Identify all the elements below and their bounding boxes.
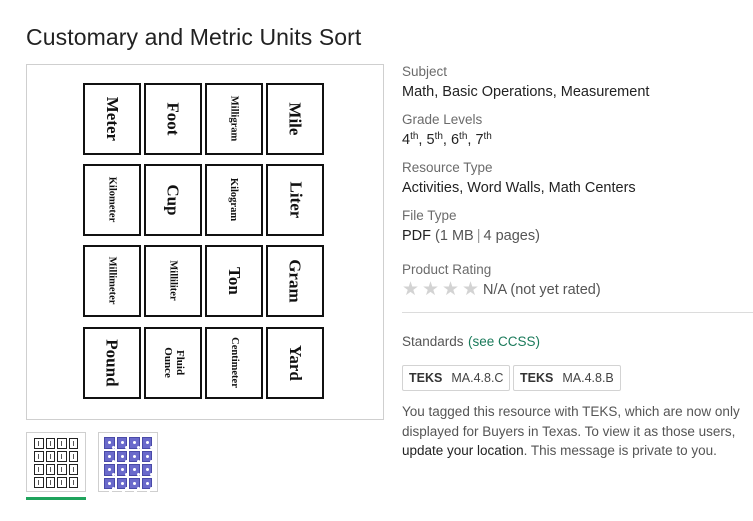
product-rating-label: Product Rating [402, 262, 492, 277]
section-divider [402, 312, 753, 313]
unit-card-label: Kilometer [106, 177, 118, 223]
unit-cards-grid [83, 83, 327, 401]
unit-card [266, 164, 324, 236]
grade-level: 5th [426, 131, 443, 148]
grade-level: 4th [402, 131, 419, 148]
thumbnail-2[interactable] [98, 432, 158, 492]
grade-levels-label: Grade Levels [402, 112, 483, 127]
file-size: 1 MB [439, 228, 474, 244]
file-type-section [402, 208, 540, 246]
file-type-label: File Type [402, 208, 457, 223]
thumbnail-1[interactable] [26, 432, 86, 492]
rating-value: N/A (not yet rated) [483, 281, 601, 298]
unit-card [144, 327, 202, 399]
unit-card [83, 327, 141, 399]
notice-tail: . This message is private to you. [523, 443, 717, 458]
standard-code: MA.4.8.C [451, 371, 504, 385]
resource-type-label: Resource Type [402, 160, 493, 175]
unit-card-label: Ton [224, 267, 244, 295]
standard-code: MA.4.8.B [562, 371, 614, 385]
thumbnail-2-preview [104, 437, 152, 489]
standard-key: TEKS [520, 371, 554, 385]
unit-card [266, 245, 324, 317]
unit-card-label: Centimeter [228, 337, 240, 389]
file-pages: 4 pages [483, 228, 536, 244]
unit-card [144, 83, 202, 155]
subject-section [402, 64, 649, 102]
unit-card [83, 83, 141, 155]
subject-label: Subject [402, 64, 448, 79]
standards-section [402, 332, 540, 352]
unit-card-label: Cup [163, 184, 183, 216]
unit-card [205, 327, 263, 399]
grade-levels-section [402, 112, 492, 150]
grade-levels-value: 4th, 5th, 6th, 7th [402, 131, 492, 148]
unit-card [205, 164, 263, 236]
star-icon: ★ [422, 279, 440, 301]
page-title: Customary and Metric Units Sort [26, 24, 362, 50]
unit-card-label: Fluid Ounce [162, 347, 186, 379]
unit-card-label: Foot [163, 102, 183, 136]
unit-card [205, 83, 263, 155]
unit-card [83, 164, 141, 236]
resource-type-value: Activities, Word Walls, Math Centers [402, 180, 636, 196]
grade-level: 7th [475, 131, 492, 148]
thumbnail-1-preview [34, 438, 78, 488]
unit-card-label: Milligram [228, 96, 240, 142]
star-icon: ★ [442, 279, 460, 301]
unit-card [144, 164, 202, 236]
see-ccss-link[interactable]: (see CCSS) [468, 334, 541, 349]
resource-type-section [402, 160, 636, 198]
product-preview-image[interactable] [26, 64, 384, 420]
product-rating-section [402, 262, 601, 299]
grade-level: 6th [450, 131, 468, 148]
teks-notice [402, 402, 753, 461]
unit-card-label: Kilogram [228, 178, 240, 222]
notice-text: You tagged this resource with TEKS, which are now only displayed for Buyers in Texas. To view it as those users, [402, 404, 740, 439]
update-location-link[interactable]: update your location [402, 443, 524, 458]
unit-card [205, 245, 263, 317]
unit-card-label: Liter [285, 181, 305, 219]
standard-tag-teks-ma-4-8-b[interactable] [513, 365, 621, 391]
unit-card [266, 327, 324, 399]
standards-label: Standards [402, 334, 464, 349]
file-format: PDF [402, 228, 431, 244]
unit-card-label: Yard [285, 345, 305, 381]
unit-card [144, 245, 202, 317]
subject-value: Math, Basic Operations, Measurement [402, 84, 650, 100]
file-type-value: PDF (1 MB | 4 pages) [402, 228, 540, 244]
unit-card [266, 83, 324, 155]
thumbnail-selected-indicator [26, 497, 86, 500]
unit-card-label: Milliliter [167, 260, 179, 302]
standard-tag-teks-ma-4-8-c[interactable] [402, 365, 510, 391]
unit-card-label: Meter [102, 96, 122, 142]
unit-card-label: Gram [285, 259, 305, 303]
unit-card-label: Millimeter [106, 257, 118, 305]
standard-key: TEKS [409, 371, 443, 385]
unit-card-label: Pound [102, 339, 122, 387]
unit-card-label: Mile [285, 102, 305, 136]
star-icon: ★ [462, 279, 480, 301]
rating-stars [402, 279, 480, 301]
unit-card [83, 245, 141, 317]
star-icon: ★ [402, 279, 420, 301]
